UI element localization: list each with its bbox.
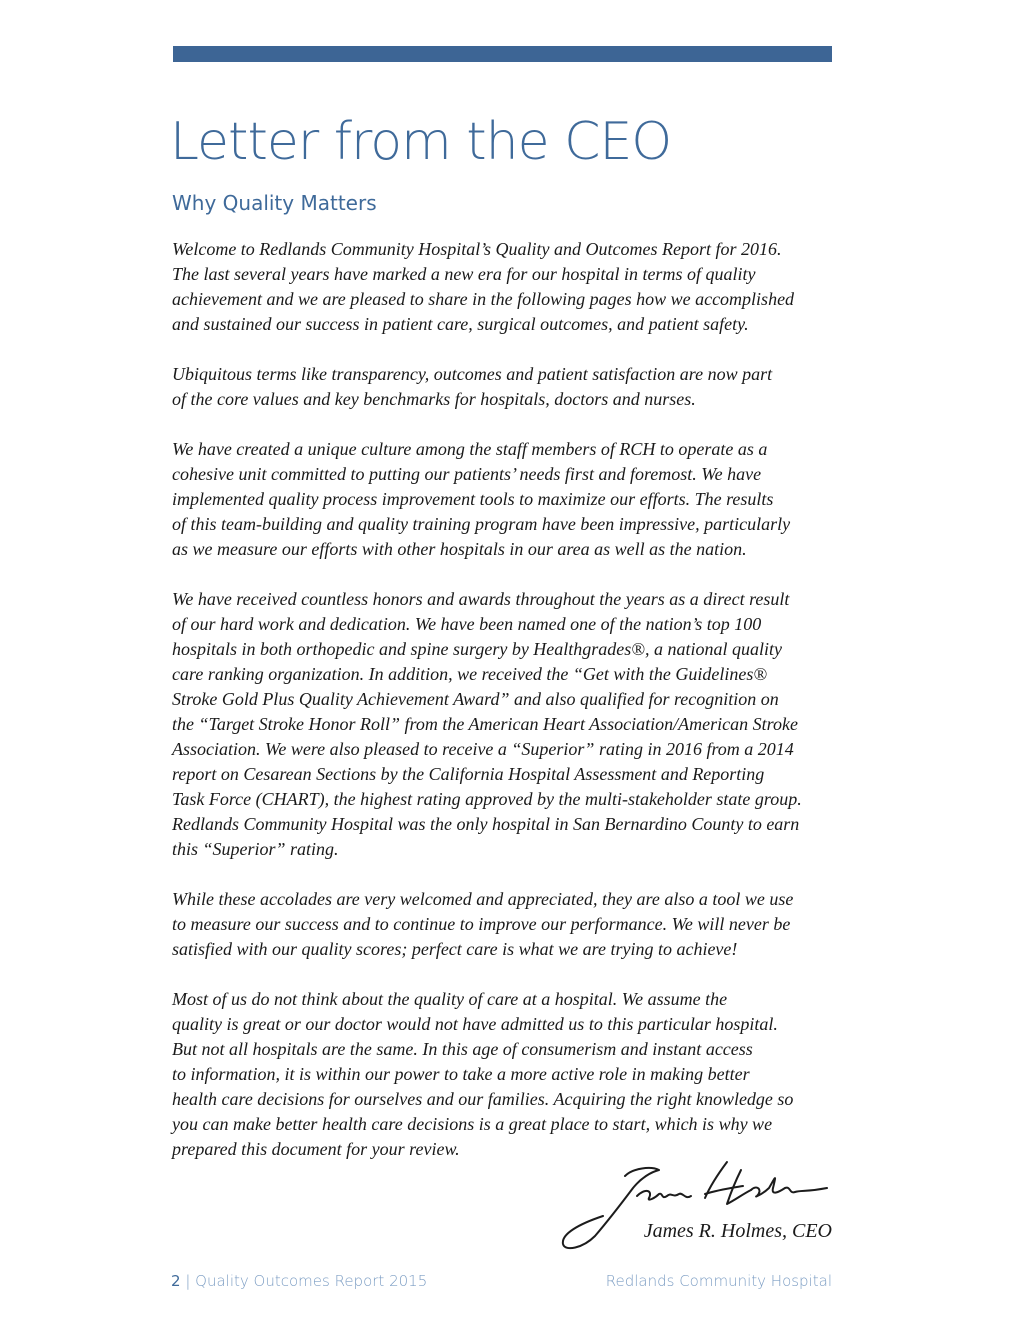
letter-line: to information, it is within our power to take a more active role in making better xyxy=(172,1064,750,1084)
letter-line: quality is great or our doctor would not have admitted us to this particular hospital. xyxy=(172,1014,778,1034)
letter-paragraph xyxy=(172,237,836,337)
letter-line: of this team-building and quality training program have been impressive, particularly xyxy=(172,514,791,534)
letter-line: Stroke Gold Plus Quality Achievement Award” and also qualified for recognition on xyxy=(172,689,779,709)
letter-line: health care decisions for ourselves and our families. Acquiring the right knowledge so xyxy=(172,1089,794,1109)
letter-paragraph xyxy=(172,437,836,562)
footer-separator: | xyxy=(185,1272,191,1290)
letter-line: achievement and we are pleased to share in the following pages how we accomplished xyxy=(172,289,795,309)
letter-paragraph xyxy=(172,362,836,412)
letter-line: cohesive unit committed to putting our patients’ needs first and foremost. We have xyxy=(172,464,762,484)
page-title: Letter from the CEO xyxy=(170,112,672,172)
page-number: 2 xyxy=(171,1272,181,1290)
letter-line: of our hard work and dedication. We have been named one of the nation’s top 100 xyxy=(172,614,762,634)
letter-line: as we measure our efforts with other hospitals in our area as well as the nation. xyxy=(172,539,747,559)
letter-paragraph xyxy=(172,887,836,962)
footer-left xyxy=(171,1270,427,1292)
footer-report-title: Quality Outcomes Report 2015 xyxy=(195,1272,428,1290)
letter-line: hospitals in both orthopedic and spine surgery by Healthgrades®, a national quality xyxy=(172,639,782,659)
letter-line: We have created a unique culture among the staff members of RCH to operate as a xyxy=(172,439,768,459)
letter-line: to measure our success and to continue to improve our performance. We will never be xyxy=(172,914,791,934)
signature-text: James R. Holmes xyxy=(555,1148,564,1149)
letter-line: prepared this document for your review. xyxy=(172,1139,460,1159)
letter-line: report on Cesarean Sections by the California Hospital Assessment and Reporting xyxy=(172,764,765,784)
letter-line: care ranking organization. In addition, we received the “Get with the Guidelines® xyxy=(172,664,768,684)
letter-line: Redlands Community Hospital was the only hospital in San Bernardino County to earn xyxy=(172,814,800,834)
letter-line: and sustained our success in patient care, surgical outcomes, and patient safety. xyxy=(172,314,749,334)
footer-organization: Redlands Community Hospital xyxy=(605,1272,832,1290)
letter-line: Most of us do not think about the quality of care at a hospital. We assume the xyxy=(172,989,728,1009)
letter-line: implemented quality process improvement tools to maximize our efforts. The results xyxy=(172,489,774,509)
signer-name: James R. Holmes, CEO xyxy=(643,1220,832,1242)
letter-line: But not all hospitals are the same. In this age of consumerism and instant access xyxy=(172,1039,753,1059)
letter-line: Task Force (CHART), the highest rating approved by the multi-stakeholder state group. xyxy=(172,789,802,809)
letter-line: of the core values and key benchmarks for hospitals, doctors and nurses. xyxy=(172,389,696,409)
letter-line: satisfied with our quality scores; perfect care is what we are trying to achieve! xyxy=(172,939,738,959)
letter-body xyxy=(172,237,836,1187)
page-footer xyxy=(171,1270,832,1292)
letter-line: Welcome to Redlands Community Hospital’s Quality and Outcomes Report for 2016. xyxy=(172,239,782,259)
header-accent-bar xyxy=(173,46,832,62)
letter-line: The last several years have marked a new era for our hospital in terms of quality xyxy=(172,264,756,284)
letter-line: this “Superior” rating. xyxy=(172,839,339,859)
page-subtitle: Why Quality Matters xyxy=(172,191,377,215)
letter-line: While these accolades are very welcomed and appreciated, they are also a tool we use xyxy=(172,889,794,909)
letter-line: you can make better health care decisions is a great place to start, which is why we xyxy=(172,1114,773,1134)
letter-line: the “Target Stroke Honor Roll” from the American Heart Association/American Stroke xyxy=(172,714,798,734)
letter-paragraph xyxy=(172,587,836,862)
letter-line: Ubiquitous terms like transparency, outcomes and patient satisfaction are now part xyxy=(172,364,773,384)
letter-line: We have received countless honors and awards throughout the years as a direct result xyxy=(172,589,790,609)
letter-paragraph xyxy=(172,987,836,1162)
letter-line: Association. We were also pleased to receive a “Superior” rating in 2016 from a 2014 xyxy=(172,739,794,759)
